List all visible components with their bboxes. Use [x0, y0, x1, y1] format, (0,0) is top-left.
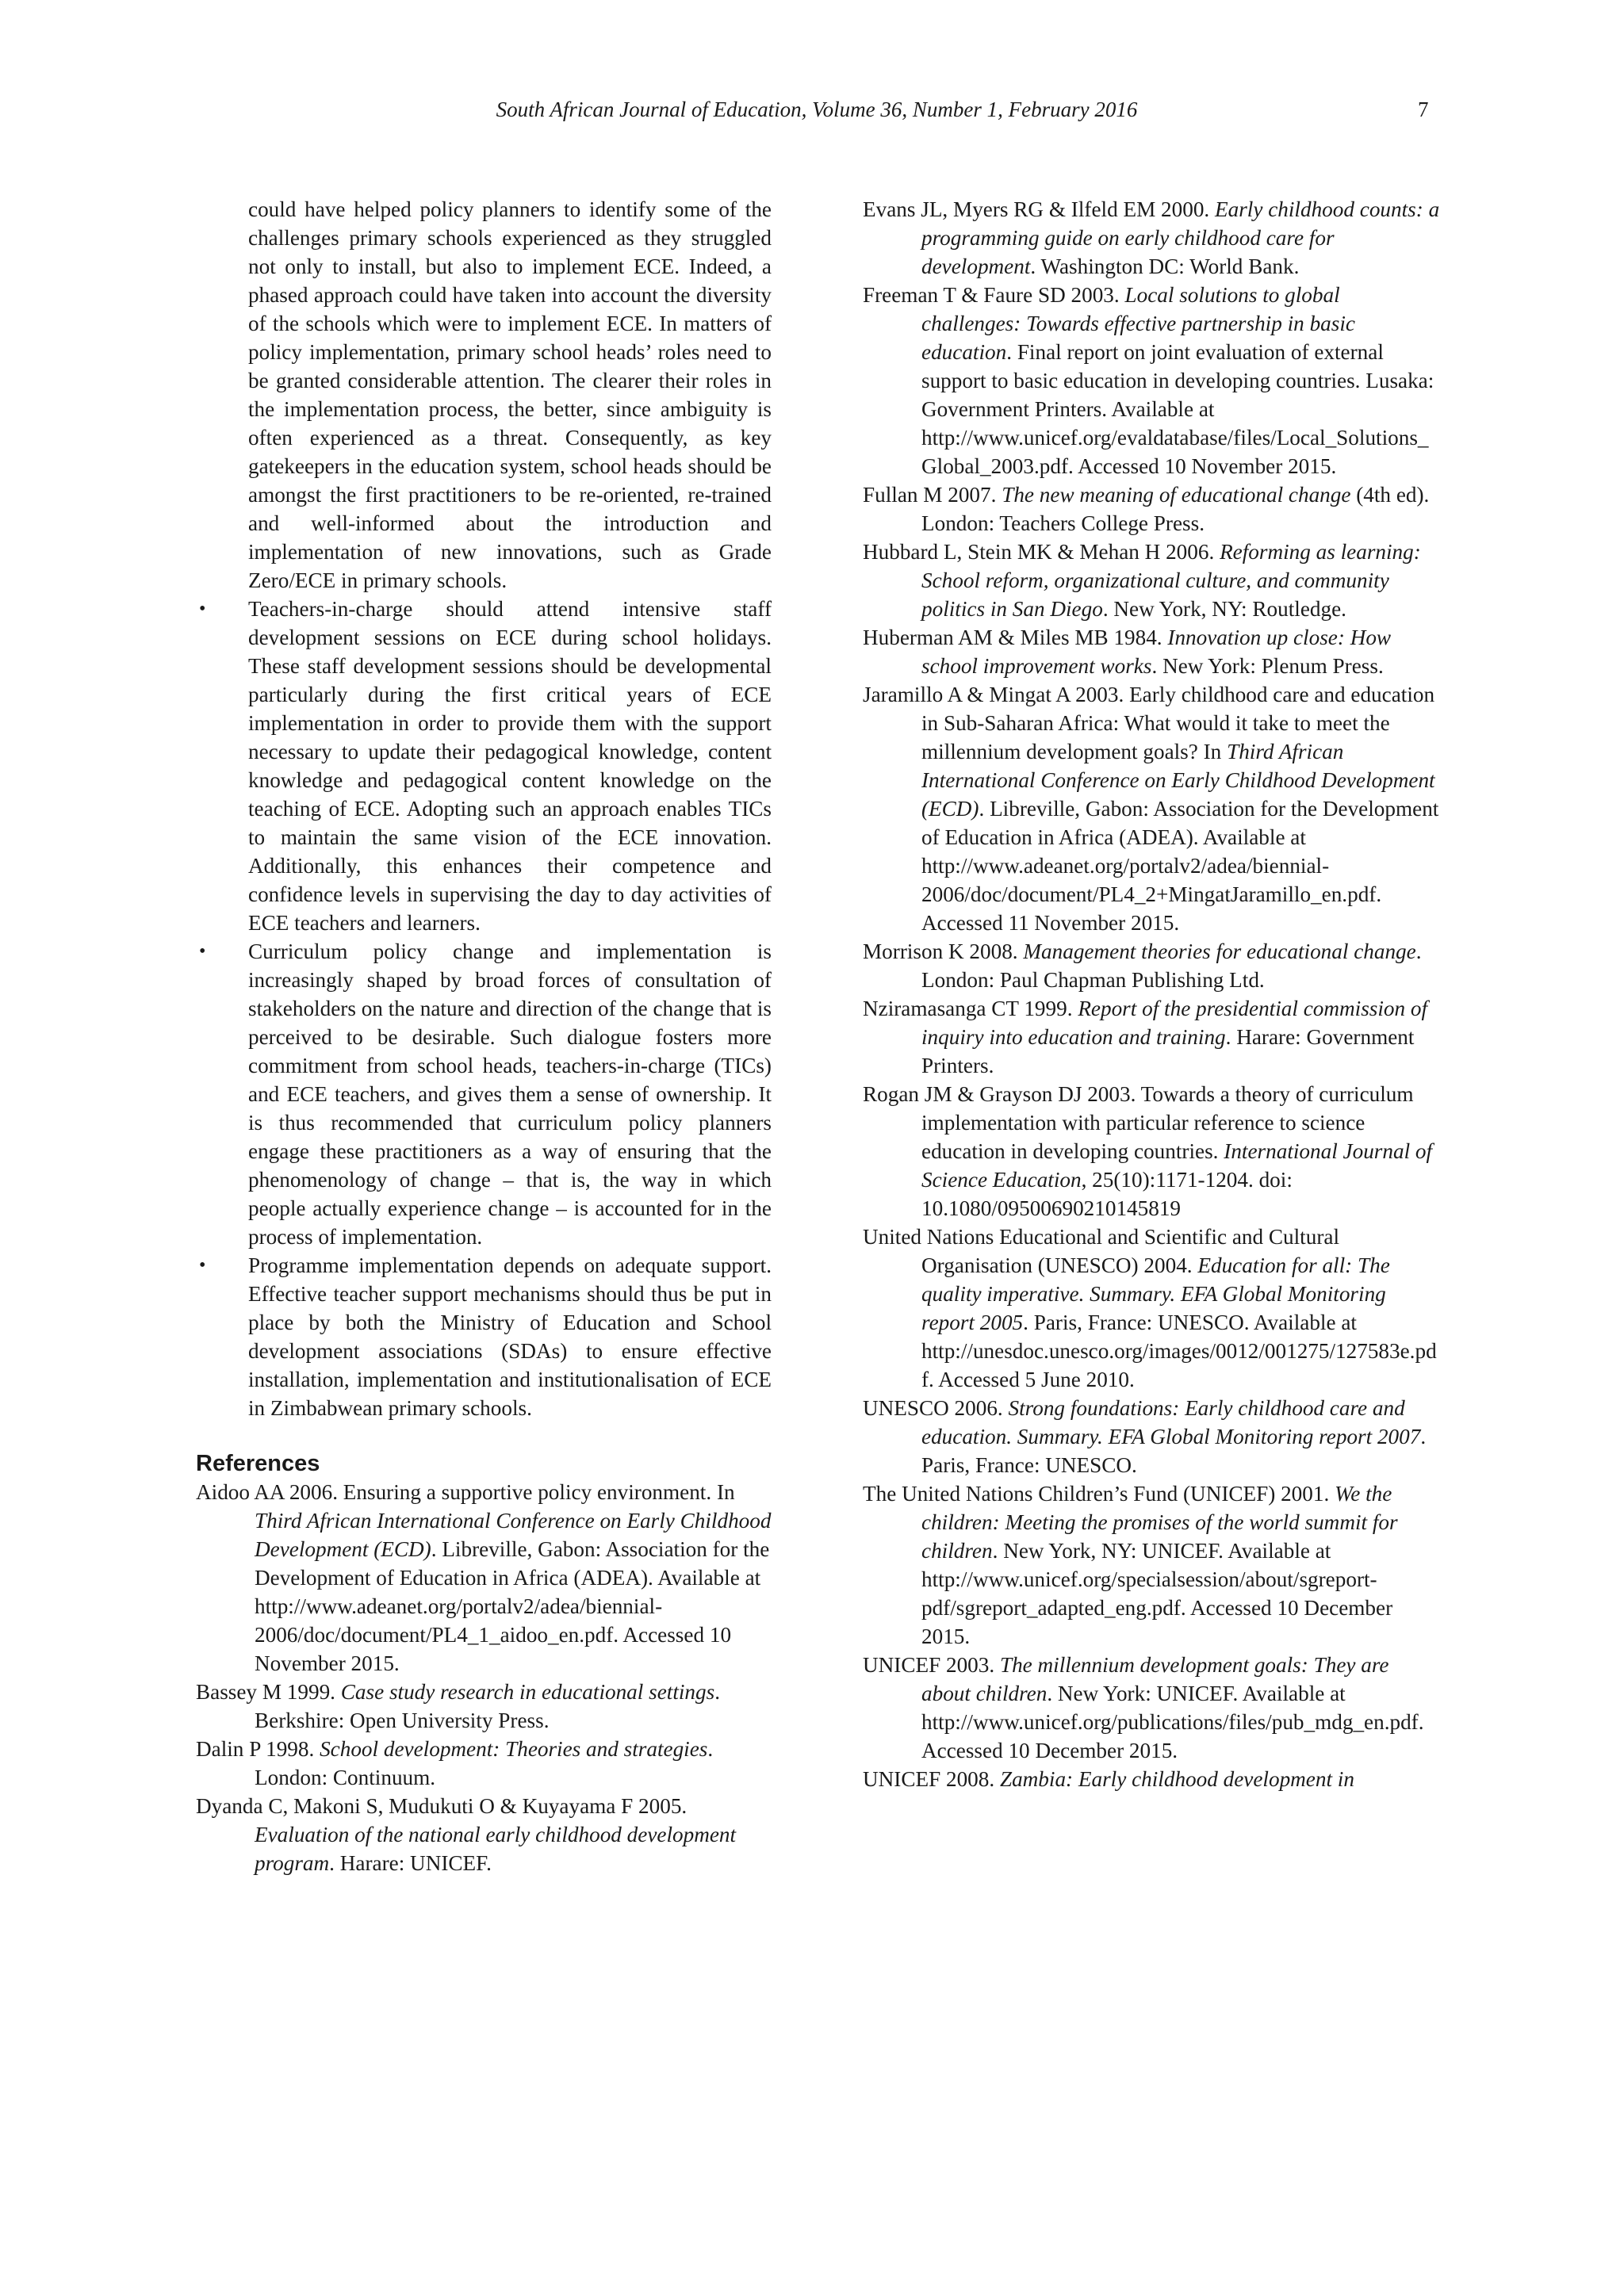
- reference-entry: Evans JL, Myers RG & Ilfeld EM 2000. Early childhood counts: a programming guide on early childhood care for development. Washington DC: World Bank.: [863, 197, 1440, 278]
- continuation-paragraph: could have helped policy planners to identify some of the challenges primary schools experienced as they struggled not only to install, but also to implement ECE. Indeed, a phased approach could have taken into account the diversity of the schools which were to implement ECE. In matters of policy implementation, primary school heads’ roles need to be granted considerable attention. The clearer their roles in the implementation process, the better, since ambiguity is often experienced as a threat. Consequently, as key gatekeepers in the education system, school heads should be amongst the first practitioners to be re-oriented, re-trained and well-informed about the introduction and implementation of new innovations, such as Grade Zero/ECE in primary schools.: [248, 197, 772, 592]
- left-column: [196, 195, 772, 1877]
- running-header: South African Journal of Education, Volume 36, Number 1, February 2016: [496, 98, 1138, 121]
- bullet-item: [196, 1251, 772, 1422]
- references-heading: References: [196, 1451, 320, 1476]
- bullet-item: [196, 937, 772, 1251]
- reference-entry: UNICEF 2008. Zambia: Early childhood development in: [863, 1767, 1354, 1791]
- reference-entry: Dyanda C, Makoni S, Mudukuti O & Kuyayama F 2005. Evaluation of the national early childhood development program. Harare: UNICEF.: [196, 1794, 737, 1875]
- bullet-icon: •: [199, 941, 206, 962]
- reference-entry: Freeman T & Faure SD 2003. Local solutions to global challenges: Towards effective partnership in basic education. Final report on joint evaluation of external support to basic education in developing countries. Lusaka: Government Printers. Available at http://www.unicef.org/evaldatabase/files/Local_Solutions_Global_2003.pdf. Accessed 10 November 2015.: [863, 283, 1434, 478]
- reference-entry: Rogan JM & Grayson DJ 2003. Towards a theory of curriculum implementation with particular reference to science education in developing countries. International Journal of Science Education, 25(10):1171-1204. doi: 10.1080/09500690210145819: [863, 1082, 1433, 1220]
- reference-entry: Morrison K 2008. Management theories for educational change. London: Paul Chapman Publishing Ltd.: [863, 939, 1422, 992]
- reference-entry: Jaramillo A & Mingat A 2003. Early childhood care and education in Sub-Saharan Africa: What would it take to meet the millennium development goals? In Third African International Conference on Early Childhood Development (ECD). Libreville, Gabon: Association for the Development of Education in Africa (ADEA). Available at http://www.adeanet.org/portalv2/adea/biennial-2006/doc/document/PL4_2+MingatJaramillo_en.pdf. Accessed 11 November 2015.: [863, 683, 1439, 935]
- reference-entry: UNICEF 2003. The millennium development goals: They are about children. New York: UNICEF. Available at http://www.unicef.org/publications/files/pub_mdg_en.pdf. Accessed 10 December 2015.: [863, 1653, 1424, 1762]
- bullet-item: [196, 595, 772, 937]
- bullet-text: Programme implementation depends on adequate support. Effective teacher support mechanisms should thus be put in place by both the Ministry of Education and School development associations (SDAs) to ensure effective installation, implementation and institutionalisation of ECE in Zimbabwean primary schools.: [248, 1253, 772, 1420]
- right-column: [863, 195, 1440, 1793]
- reference-entry: Dalin P 1998. School development: Theories and strategies. London: Continuum.: [196, 1737, 714, 1789]
- reference-entry: Fullan M 2007. The new meaning of educational change (4th ed). London: Teachers College Press.: [863, 483, 1430, 535]
- bullet-text: Teachers-in-charge should attend intensive staff development sessions on ECE during school holidays. These staff development sessions should be developmental particularly during the first critical years of ECE implementation in order to provide them with the support necessary to update their pedagogical knowledge, content knowledge and pedagogical content knowledge on the teaching of ECE. Adopting such an approach enables TICs to maintain the same vision of the ECE innovation. Additionally, this enhances their competence and confidence levels in supervising the day to day activities of ECE teachers and learners.: [248, 597, 772, 935]
- reference-entry: Nziramasanga CT 1999. Report of the presidential commission of inquiry into education and training. Harare: Government Printers.: [863, 997, 1428, 1077]
- reference-entry: Aidoo AA 2006. Ensuring a supportive policy environment. In Third African International Conference on Early Childhood Development (ECD). Libreville, Gabon: Association for the Development of Education in Africa (ADEA). Available at http://www.adeanet.org/portalv2/adea/biennial-2006/doc/document/PL4_1_aidoo_en.pdf. Accessed 10 November 2015.: [196, 1480, 772, 1675]
- bullet-icon: •: [199, 599, 206, 619]
- page-number: 7: [1418, 98, 1429, 121]
- reference-entry: Bassey M 1999. Case study research in educational settings. Berkshire: Open University Press.: [196, 1680, 721, 1732]
- reference-entry: UNESCO 2006. Strong foundations: Early childhood care and education. Summary. EFA Global Monitoring report 2007. Paris, France: UNESCO.: [863, 1396, 1427, 1477]
- reference-entry: Hubbard L, Stein MK & Mehan H 2006. Reforming as learning: School reform, organizational culture, and community politics in San Diego. New York, NY: Routledge.: [863, 540, 1421, 621]
- reference-entry: United Nations Educational and Scientific and Cultural Organisation (UNESCO) 2004. Education for all: The quality imperative. Summary. EFA Global Monitoring report 2005. Paris, France: UNESCO. Available at http://unesdoc.unesco.org/images/0012/001275/127583e.pdf. Accessed 5 June 2010.: [863, 1225, 1437, 1391]
- bullet-icon: •: [199, 1255, 206, 1276]
- reference-entry: The United Nations Children’s Fund (UNICEF) 2001. We the children: Meeting the promises of the world summit for children. New York, NY: UNICEF. Available at http://www.unicef.org/specialsession/about/sgreport-pdf/sgreport_adapted_eng.pdf. Accessed 10 December 2015.: [863, 1482, 1398, 1648]
- bullet-text: Curriculum policy change and implementation is increasingly shaped by broad forces of consultation of stakeholders on the nature and direction of the change that is perceived to be desirable. Such dialogue fosters more commitment from school heads, teachers-in-charge (TICs) and ECE teachers, and gives them a sense of ownership. It is thus recommended that curriculum policy planners engage these practitioners as a way of ensuring that the phenomenology of change – that is, the way in which people actually experience change – is accounted for in the process of implementation.: [248, 939, 772, 1249]
- reference-entry: Huberman AM & Miles MB 1984. Innovation up close: How school improvement works. New York: Plenum Press.: [863, 626, 1392, 678]
